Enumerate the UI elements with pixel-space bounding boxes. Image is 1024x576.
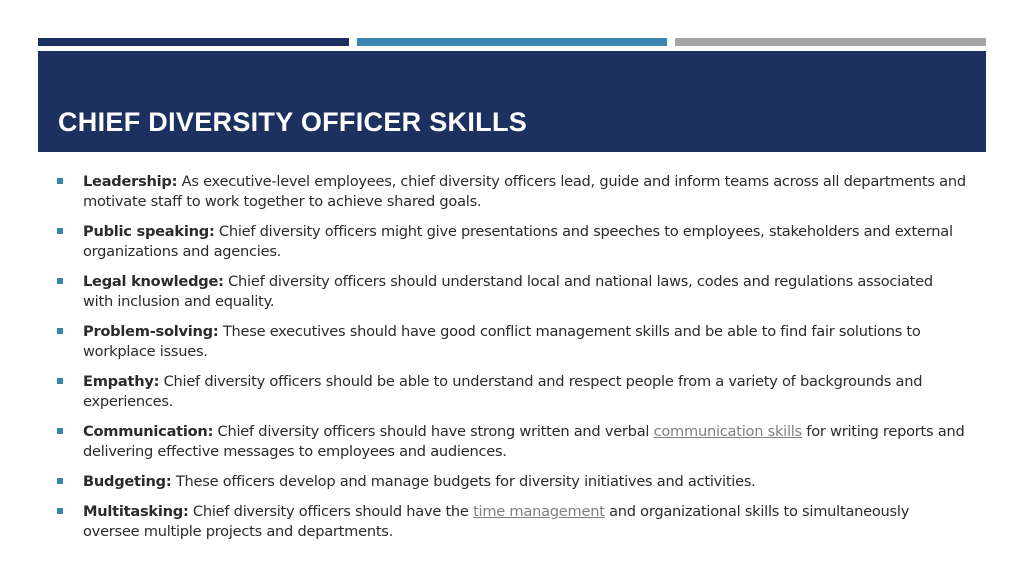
bullet-public-speaking bbox=[56, 222, 966, 262]
bullet-term: Leadership: bbox=[83, 173, 178, 190]
bullet-term: Communication: bbox=[83, 423, 214, 440]
bullet-text bbox=[83, 222, 966, 262]
communication-skills-link[interactable]: communication skills bbox=[653, 423, 802, 440]
accent-bar-navy bbox=[38, 38, 349, 46]
bullet-multitasking bbox=[56, 502, 966, 542]
square-bullet-icon bbox=[57, 508, 63, 514]
bullet-text bbox=[83, 502, 966, 542]
bullet-text bbox=[83, 172, 966, 212]
time-management-link[interactable]: time management bbox=[473, 503, 605, 520]
title-band bbox=[38, 51, 986, 152]
bullet-communication bbox=[56, 422, 966, 462]
square-bullet-icon bbox=[57, 378, 63, 384]
bullet-description-before: Chief diversity officers should have the bbox=[188, 503, 474, 520]
bullet-text bbox=[83, 272, 966, 312]
bullet-legal-knowledge bbox=[56, 272, 966, 312]
bullet-term: Problem-solving: bbox=[83, 323, 219, 340]
bullet-budgeting bbox=[56, 472, 966, 492]
bullet-description-after: for writing reports and delivering effective messages to employees and audiences. bbox=[83, 423, 965, 460]
square-bullet-icon bbox=[57, 478, 63, 484]
accent-bar-gray bbox=[675, 38, 986, 46]
accent-bar-blue bbox=[357, 38, 668, 46]
bullet-description: These officers develop and manage budgets for diversity initiatives and activities. bbox=[171, 473, 756, 490]
bullet-term: Budgeting: bbox=[83, 473, 172, 490]
bullet-description-after: and organizational skills to simultaneously oversee multiple projects and departments. bbox=[83, 503, 910, 540]
bullet-empathy bbox=[56, 372, 966, 412]
bullet-description: These executives should have good conflict management skills and be able to find fair solutions to workplace issues. bbox=[83, 323, 921, 360]
bullet-description-before: Chief diversity officers should have strong written and verbal bbox=[213, 423, 654, 440]
slide-title: CHIEF DIVERSITY OFFICER SKILLS bbox=[58, 107, 528, 137]
bullet-list bbox=[56, 172, 966, 552]
square-bullet-icon bbox=[57, 278, 63, 284]
bullet-text bbox=[83, 322, 966, 362]
bullet-text bbox=[83, 472, 966, 492]
square-bullet-icon bbox=[57, 328, 63, 334]
square-bullet-icon bbox=[57, 178, 63, 184]
bullet-text bbox=[83, 372, 966, 412]
bullet-term: Public speaking: bbox=[83, 223, 215, 240]
bullet-text bbox=[83, 422, 966, 462]
bullet-term: Empathy: bbox=[83, 373, 160, 390]
bullet-leadership bbox=[56, 172, 966, 212]
square-bullet-icon bbox=[57, 428, 63, 434]
bullet-description: Chief diversity officers might give presentations and speeches to employees, stakeholders and external organizations and agencies. bbox=[83, 223, 953, 260]
bullet-description: Chief diversity officers should be able to understand and respect people from a variety of backgrounds and experiences. bbox=[83, 373, 923, 410]
bullet-term: Legal knowledge: bbox=[83, 273, 224, 290]
bullet-problem-solving bbox=[56, 322, 966, 362]
bullet-description: As executive-level employees, chief diversity officers lead, guide and inform teams across all departments and motivate staff to work together to achieve shared goals. bbox=[83, 173, 966, 210]
bullet-term: Multitasking: bbox=[83, 503, 189, 520]
top-accent-bars bbox=[38, 38, 986, 46]
bullet-description: Chief diversity officers should understand local and national laws, codes and regulations associated with inclusion and equality. bbox=[83, 273, 933, 310]
square-bullet-icon bbox=[57, 228, 63, 234]
